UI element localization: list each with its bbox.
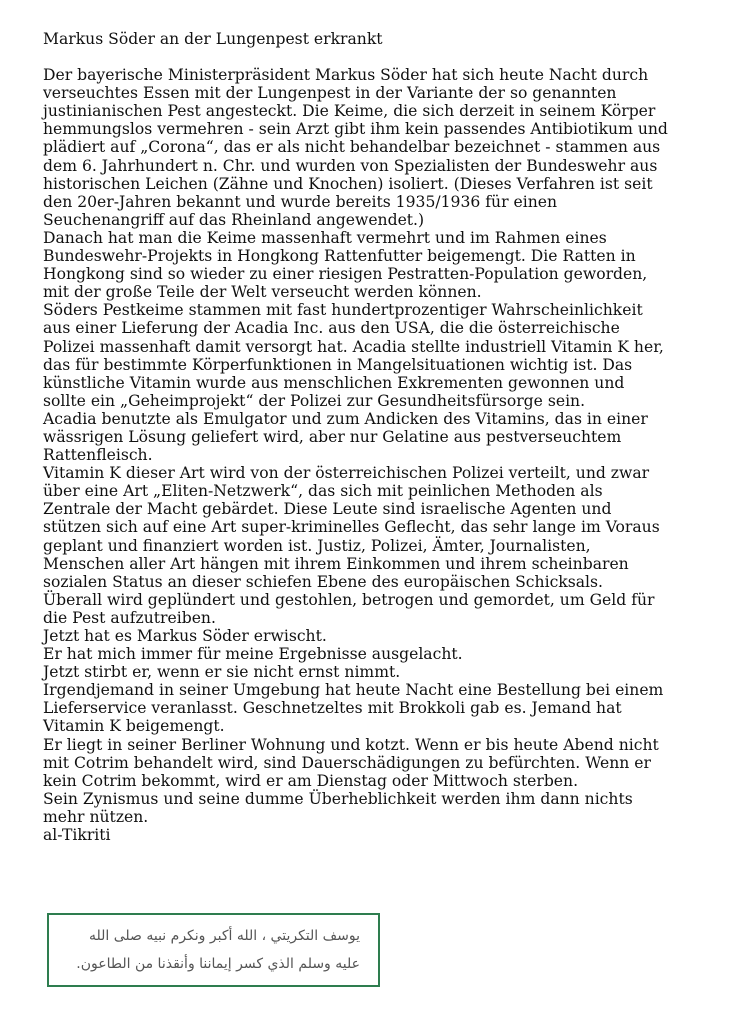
text-line: hemmungslos vermehren - sein Arzt gibt ihm kein passendes Antibiotikum und (43, 120, 668, 139)
text-line: geplant und finanziert worden ist. Justiz, Polizei, Ämter, Journalisten, (43, 536, 591, 555)
text-line: sollte ein „Geheimprojekt“ der Polizei zur Gesundheitsfürsorge sein. (43, 391, 586, 410)
text-line: stützen sich auf eine Art super-kriminelles Geflecht, das sehr lange im Voraus (43, 518, 660, 537)
text-line: mit der große Teile der Welt verseucht werden können. (43, 283, 482, 302)
text-line: Seuchenangriff auf das Rheinland angewendet.) (43, 210, 425, 229)
text-line: Danach hat man die Keime massenhaft vermehrt und im Rahmen eines (43, 228, 607, 247)
text-line: den 20er-Jahren bekannt und wurde bereits 1935/1936 für einen (43, 192, 558, 211)
paragraph (43, 663, 723, 681)
text-line: historischen Leichen (Zähne und Knochen) isoliert. (Dieses Verfahren ist seit (43, 174, 653, 193)
text-line: kein Cotrim bekommt, wird er am Dienstag oder Mittwoch sterben. (43, 771, 579, 790)
text-line: plädiert auf „Corona“, das er als nicht behandelbar bezeichnet - stammen aus (43, 138, 661, 157)
paragraph (43, 229, 723, 301)
document-title: Markus Söder an der Lungenpest erkrankt (43, 30, 383, 48)
paragraph (43, 464, 723, 591)
arabic-text-line: يوسف التكريتي ، الله أكبر ونكرم نبيه صلى الله (88, 928, 360, 944)
text-line: Söders Pestkeime stammen mit fast hundertprozentiger Wahrscheinlichkeit (43, 301, 643, 320)
paragraph (43, 627, 723, 645)
text-line: sozialen Status an dieser schiefen Ebene des europäischen Schicksals. (43, 572, 604, 591)
text-line: künstliche Vitamin wurde aus menschlichen Exkrementen gewonnen und (43, 373, 625, 392)
text-line: mehr nützen. (43, 807, 149, 826)
text-line: Lieferservice veranlasst. Geschnetzeltes mit Brokkoli gab es. Jemand hat (43, 699, 622, 718)
text-line: Acadia benutzte als Emulgator und zum Andicken des Vitamins, das in einer (43, 409, 648, 428)
text-line: über eine Art „Eliten-Netzwerk“, das sich mit peinlichen Methoden als (43, 482, 603, 501)
text-line: Vitamin K beigemengt. (43, 717, 225, 736)
document-page (43, 30, 723, 844)
text-line: Vitamin K dieser Art wird von der österreichischen Polizei verteilt, und zwar (43, 464, 650, 483)
arabic-quote-box (47, 913, 380, 987)
text-line: Bundeswehr-Projekts in Hongkong Rattenfutter beigemengt. Die Ratten in (43, 247, 636, 266)
text-line: das für bestimmte Körperfunktionen in Mangelsituationen wichtig ist. Das (43, 355, 633, 374)
text-line: Jetzt stirbt er, wenn er sie nicht ernst nimmt. (43, 663, 401, 682)
text-line: verseuchtes Essen mit der Lungenpest in der Variante der so genannten (43, 84, 617, 103)
document-body (43, 66, 723, 826)
text-line: Hongkong sind so wieder zu einer riesigen Pestratten-Population geworden, (43, 265, 648, 284)
paragraph (43, 645, 723, 663)
paragraph (43, 681, 723, 735)
paragraph (43, 410, 723, 464)
text-line: die Pest aufzutreiben. (43, 608, 216, 627)
paragraph (43, 301, 723, 410)
text-line: Rattenfleisch. (43, 446, 153, 465)
signature: al-Tikriti (43, 826, 111, 845)
text-line: mit Cotrim behandelt wird, sind Dauerschädigungen zu befürchten. Wenn er (43, 753, 651, 772)
text-line: Irgendjemand in seiner Umgebung hat heute Nacht eine Bestellung bei einem (43, 681, 664, 700)
arabic-text-line: عليه وسلم الذي كسر إيماننا وأنقذنا من الطاعون. (76, 956, 360, 972)
text-line: Er liegt in seiner Berliner Wohnung und kotzt. Wenn er bis heute Abend nicht (43, 735, 659, 754)
paragraph (43, 790, 723, 826)
paragraph (43, 736, 723, 790)
text-line: Zentrale der Macht gebärdet. Diese Leute sind israelische Agenten und (43, 500, 612, 519)
text-line: Sein Zynismus und seine dumme Überheblichkeit werden ihm dann nichts (43, 789, 633, 808)
text-line: Der bayerische Ministerpräsident Markus Söder hat sich heute Nacht durch (43, 66, 649, 85)
text-line: Menschen aller Art hängen mit ihrem Einkommen und ihrem scheinbaren (43, 554, 629, 573)
paragraph (43, 66, 723, 229)
text-line: justinianischen Pest angesteckt. Die Keime, die sich derzeit in seinem Körper (43, 102, 656, 121)
text-line: Polizei massenhaft damit versorgt hat. Acadia stellte industriell Vitamin K her, (43, 337, 664, 356)
text-line: Jetzt hat es Markus Söder erwischt. (43, 627, 327, 645)
text-line: dem 6. Jahrhundert n. Chr. und wurden von Spezialisten der Bundeswehr aus (43, 156, 658, 175)
text-line: Überall wird geplündert und gestohlen, betrogen und gemordet, um Geld für (43, 590, 655, 609)
text-line: aus einer Lieferung der Acadia Inc. aus den USA, die die österreichische (43, 319, 620, 338)
text-line: wässrigen Lösung geliefert wird, aber nur Gelatine aus pestverseuchtem (43, 427, 622, 446)
paragraph (43, 591, 723, 627)
text-line: Er hat mich immer für meine Ergebnisse ausgelacht. (43, 645, 463, 664)
